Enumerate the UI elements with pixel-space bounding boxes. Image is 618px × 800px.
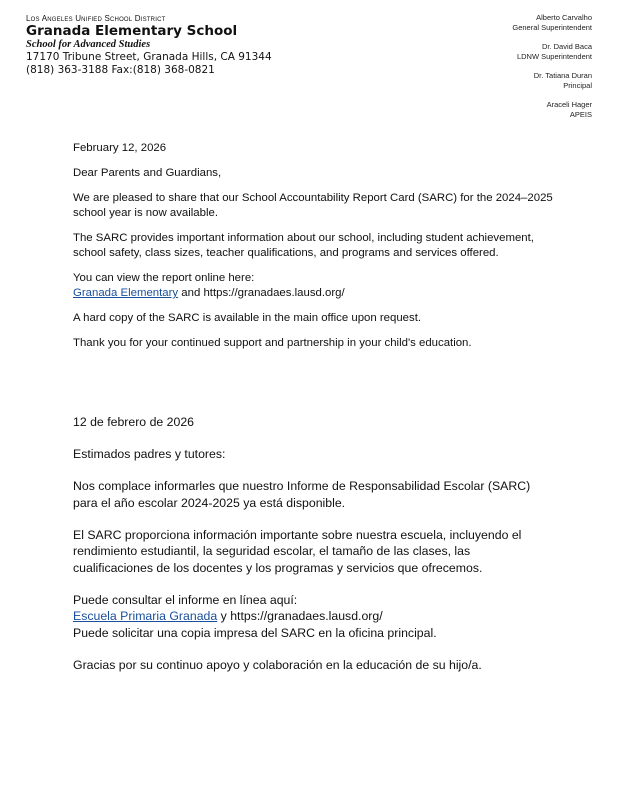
view-intro-es: Puede consultar el informe en línea aquí:: [73, 592, 298, 607]
letter-spanish: [73, 414, 553, 689]
letter-paragraph-sarc-info: The SARC provides important information about our school, including student achievement, school safety, class sizes, teacher qualifications, and programs and services offered.: [73, 232, 534, 259]
officer-title: LDNW Superintendent: [516, 51, 592, 61]
officer-ldnw-superintendent: [412, 42, 592, 61]
letter-paragraph-sarc-available: We are pleased to share that our School Accountability Report Card (SARC) for the 2024–2025 school year is now available.: [73, 192, 553, 219]
officer-title: General Superintendent: [512, 22, 592, 32]
school-phone-fax: (818) 363-3188 Fax:(818) 368-0821: [26, 63, 215, 76]
letter-paragraph-sarc-info-es: El SARC proporciona información importante sobre nuestra escuela, incluyendo el rendimiento estudiantil, la seguridad escolar, el tamaño de las clases, las cualificaciones de los docentes y los programas y servicios que ofrecemos.: [73, 527, 522, 575]
officer-name: Dr. Tatiana Duran: [533, 71, 592, 80]
letter-paragraph-sarc-available-es: Nos complace informarles que nuestro Informe de Responsabilidad Escolar (SARC) para el año escolar 2024-2025 ya está disponible.: [73, 479, 531, 510]
officers-list: [412, 13, 592, 129]
letter-english: [73, 141, 553, 361]
letter-greeting-es: Estimados padres y tutores:: [73, 447, 226, 461]
letter-date: February 12, 2026: [73, 142, 167, 154]
officer-principal: [412, 71, 592, 90]
officer-title: APEIS: [569, 109, 592, 119]
letter-thanks-es: Gracias por su continuo apoyo y colaboración en la educación de su hijo/a.: [73, 657, 482, 672]
school-subtitle: School for Advanced Studies: [26, 39, 151, 50]
letter-hard-copy: A hard copy of the SARC is available in the main office upon request.: [73, 312, 422, 324]
officer-name: Alberto Carvalho: [536, 13, 592, 22]
view-intro: You can view the report online here:: [73, 272, 255, 284]
officer-superintendent: [412, 13, 592, 32]
school-address: 17170 Tribune Street, Granada Hills, CA 91344: [26, 51, 272, 63]
letter-hard-copy-es: Puede solicitar una copia impresa del SARC en la oficina principal.: [73, 625, 437, 640]
letter-greeting: Dear Parents and Guardians,: [73, 167, 222, 179]
officer-name: Araceli Hager: [546, 100, 592, 109]
url-text: and https://granadaes.lausd.org/: [178, 287, 345, 299]
officer-apeis: [412, 100, 592, 119]
officer-title: Principal: [563, 80, 592, 90]
escuela-primaria-granada-link[interactable]: Escuela Primaria Granada: [73, 609, 218, 623]
district-text: Los Angeles Unified School District: [26, 14, 166, 23]
letter-date-es: 12 de febrero de 2026: [73, 415, 195, 429]
letter-thanks: Thank you for your continued support and partnership in your child's education.: [73, 337, 472, 349]
letter-view-online-es: [73, 592, 553, 642]
url-text-es: y https://granadaes.lausd.org/: [217, 609, 383, 623]
school-name: Granada Elementary School: [26, 23, 238, 39]
granada-elementary-link[interactable]: Granada Elementary: [73, 287, 179, 299]
officer-name: Dr. David Baca: [541, 42, 592, 51]
letterhead-left: [26, 14, 272, 76]
letter-view-online: [73, 271, 553, 301]
